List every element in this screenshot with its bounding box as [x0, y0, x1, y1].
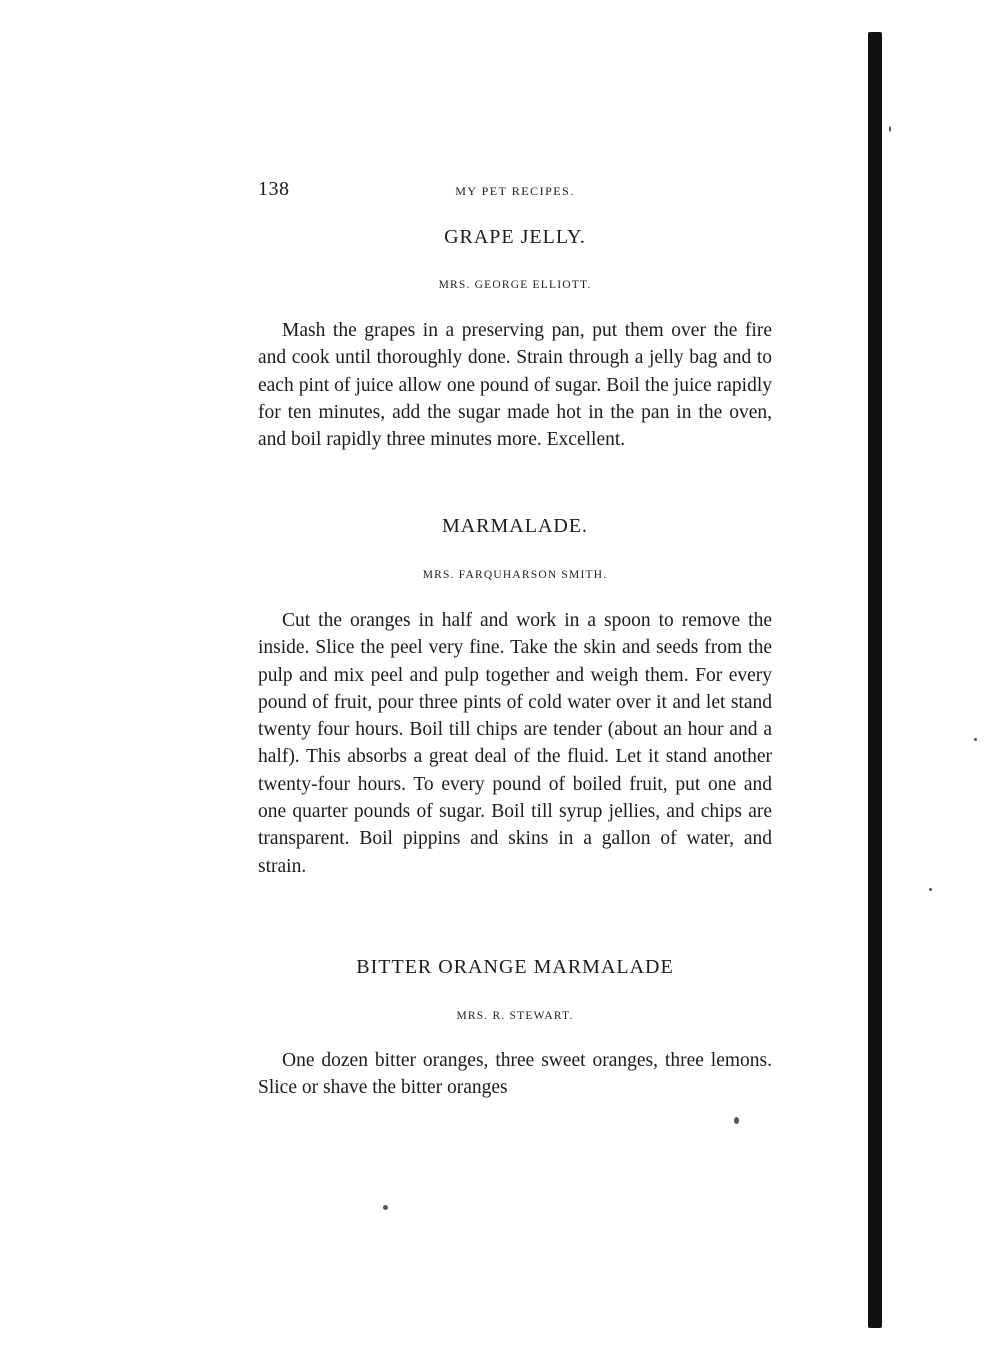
recipe-author: MRS. R. STEWART. — [456, 1010, 574, 1022]
recipe-title: GRAPE JELLY. — [444, 226, 586, 248]
scan-speck — [974, 738, 977, 741]
running-title: MY PET RECIPES. — [455, 184, 575, 198]
recipe-title: MARMALADE. — [441, 515, 589, 537]
running-head — [258, 178, 772, 208]
page-number: 138 — [258, 178, 290, 200]
recipe-title: BITTER ORANGE MARMALADE — [356, 956, 674, 978]
recipe-author: MRS. GEORGE ELLIOTT. — [438, 279, 592, 291]
recipe-author: MRS. FARQUHARSON SMITH. — [422, 569, 608, 581]
scan-speck — [889, 126, 891, 132]
recipe-body: One dozen bitter oranges, three sweet oranges, three lemons. Slice or shave the bitter oranges — [258, 1050, 772, 1099]
recipe-body: Cut the oranges in half and work in a spoon to remove the inside. Slice the peel very fine. Take the skin and seeds from the pulp and mix peel and pulp together and weigh them. For every pound of fruit, pour three pints of cold water over it and let stand twenty four hours. Boil till chips are tender (about an hour and a half). This absorbs a great deal of the fluid. Let it stand another twenty-four hours. To every pound of boiled fruit, put one and one quarter pounds of sugar. Boil till syrup jellies, and chips are transparent. Boil pippins and skins in a gallon of water, and strain. — [258, 610, 772, 877]
scan-speck — [383, 1205, 388, 1210]
binding-shadow — [868, 32, 882, 1328]
recipe-body: Mash the grapes in a preserving pan, put them over the fire and cook until thoroughly done. Strain through a jelly bag and to each pint of juice allow one pound of sugar. Boil the juice rapidly for ten minutes, add the sugar made hot in the pan in the oven, and boil rapidly three minutes more. Excellent. — [258, 320, 772, 451]
scan-speck — [929, 888, 932, 891]
scan-speck — [734, 1117, 739, 1124]
